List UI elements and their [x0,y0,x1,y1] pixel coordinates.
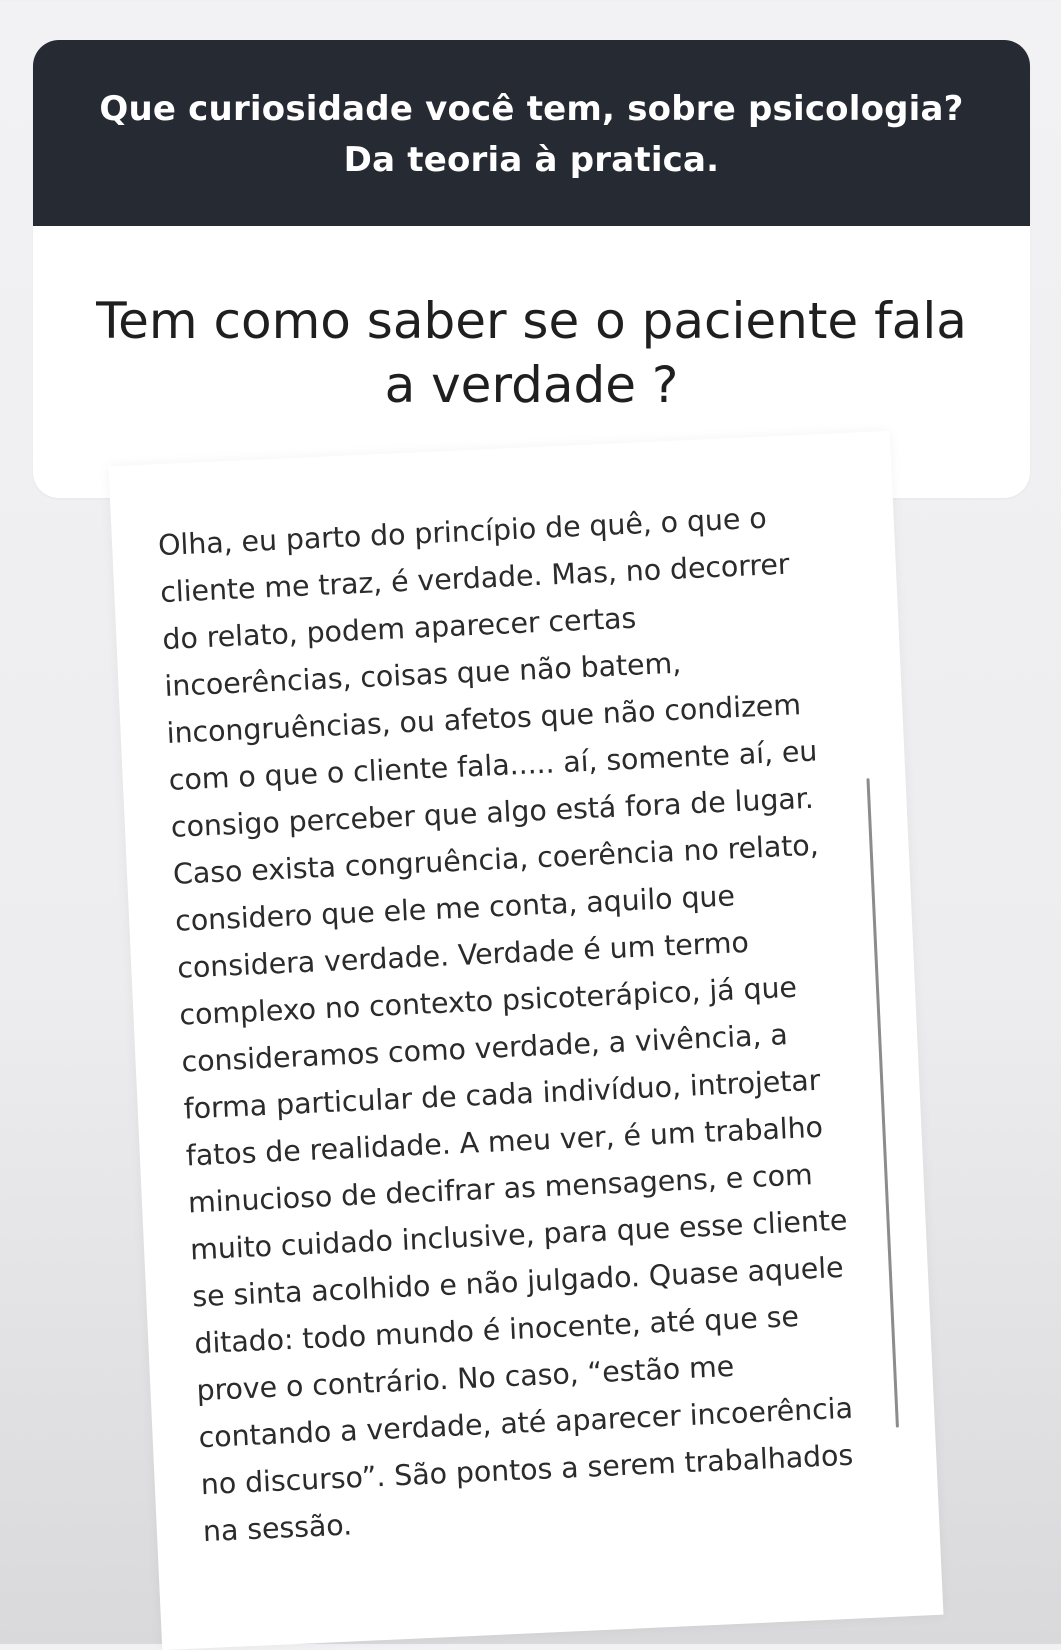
answer-line: incoerências, coisas que não batem, [163,646,682,704]
answer-line: minucioso de decifrar as mensagens, e com [187,1158,814,1220]
answer-line: ditado: todo mundo é inocente, até que se [193,1299,800,1361]
answer-line: considera verdade. Verdade é um termo [176,925,750,985]
answer-line: complexo no contexto psicoterápico, já que [178,970,798,1032]
answer-line: fatos de realidade. A meu ver, é um trabalho [185,1110,824,1173]
answer-line: muito cuidado inclusive, para que esse cliente [189,1203,848,1267]
answer-line: contando a verdade, até aparecer incoerência [197,1391,854,1455]
answer-line: com o que o cliente fala..... aí, somente aí, eu [168,734,818,797]
answer-line: consigo perceber que algo está fora de lugar. [170,781,815,844]
answer-line: Olha, eu parto do princípio de quê, o que o [157,501,768,563]
answer-text-panel [109,431,944,1650]
question-sticker [33,40,1030,498]
answer-line: Caso exista congruência, coerência no relato, [172,828,820,891]
prompt-line-2: Da teoria à pratica. [343,140,720,180]
answer-line: no discurso”. São pontos a serem trabalhados [200,1438,854,1502]
answer-line: cliente me traz, é verdade. Mas, no decorrer [159,547,791,610]
answer-line: se sinta acolhido e não julgado. Quase aquele [191,1250,845,1314]
answer-line: incongruências, ou afetos que não condizem [165,688,802,750]
answer-text-lines [157,490,903,1555]
answer-line: do relato, podem aparecer certas [161,601,637,657]
question-prompt-header [33,40,1030,226]
answer-line: prove o contrário. No caso, “estão me [195,1349,735,1408]
answer-line: na sessão. [202,1508,353,1549]
answer-line: consideramos como verdade, a vivência, a [180,1018,789,1079]
question-line-1: Tem como saber se o paciente fala [96,292,967,350]
question-line-2: a verdade ? [384,356,679,414]
prompt-line-1: Que curiosidade você tem, sobre psicologia? [99,89,964,129]
answer-line: considero que ele me conta, aquilo que [174,879,736,938]
answer-line: forma particular de cada indivíduo, introjetar [183,1063,821,1126]
